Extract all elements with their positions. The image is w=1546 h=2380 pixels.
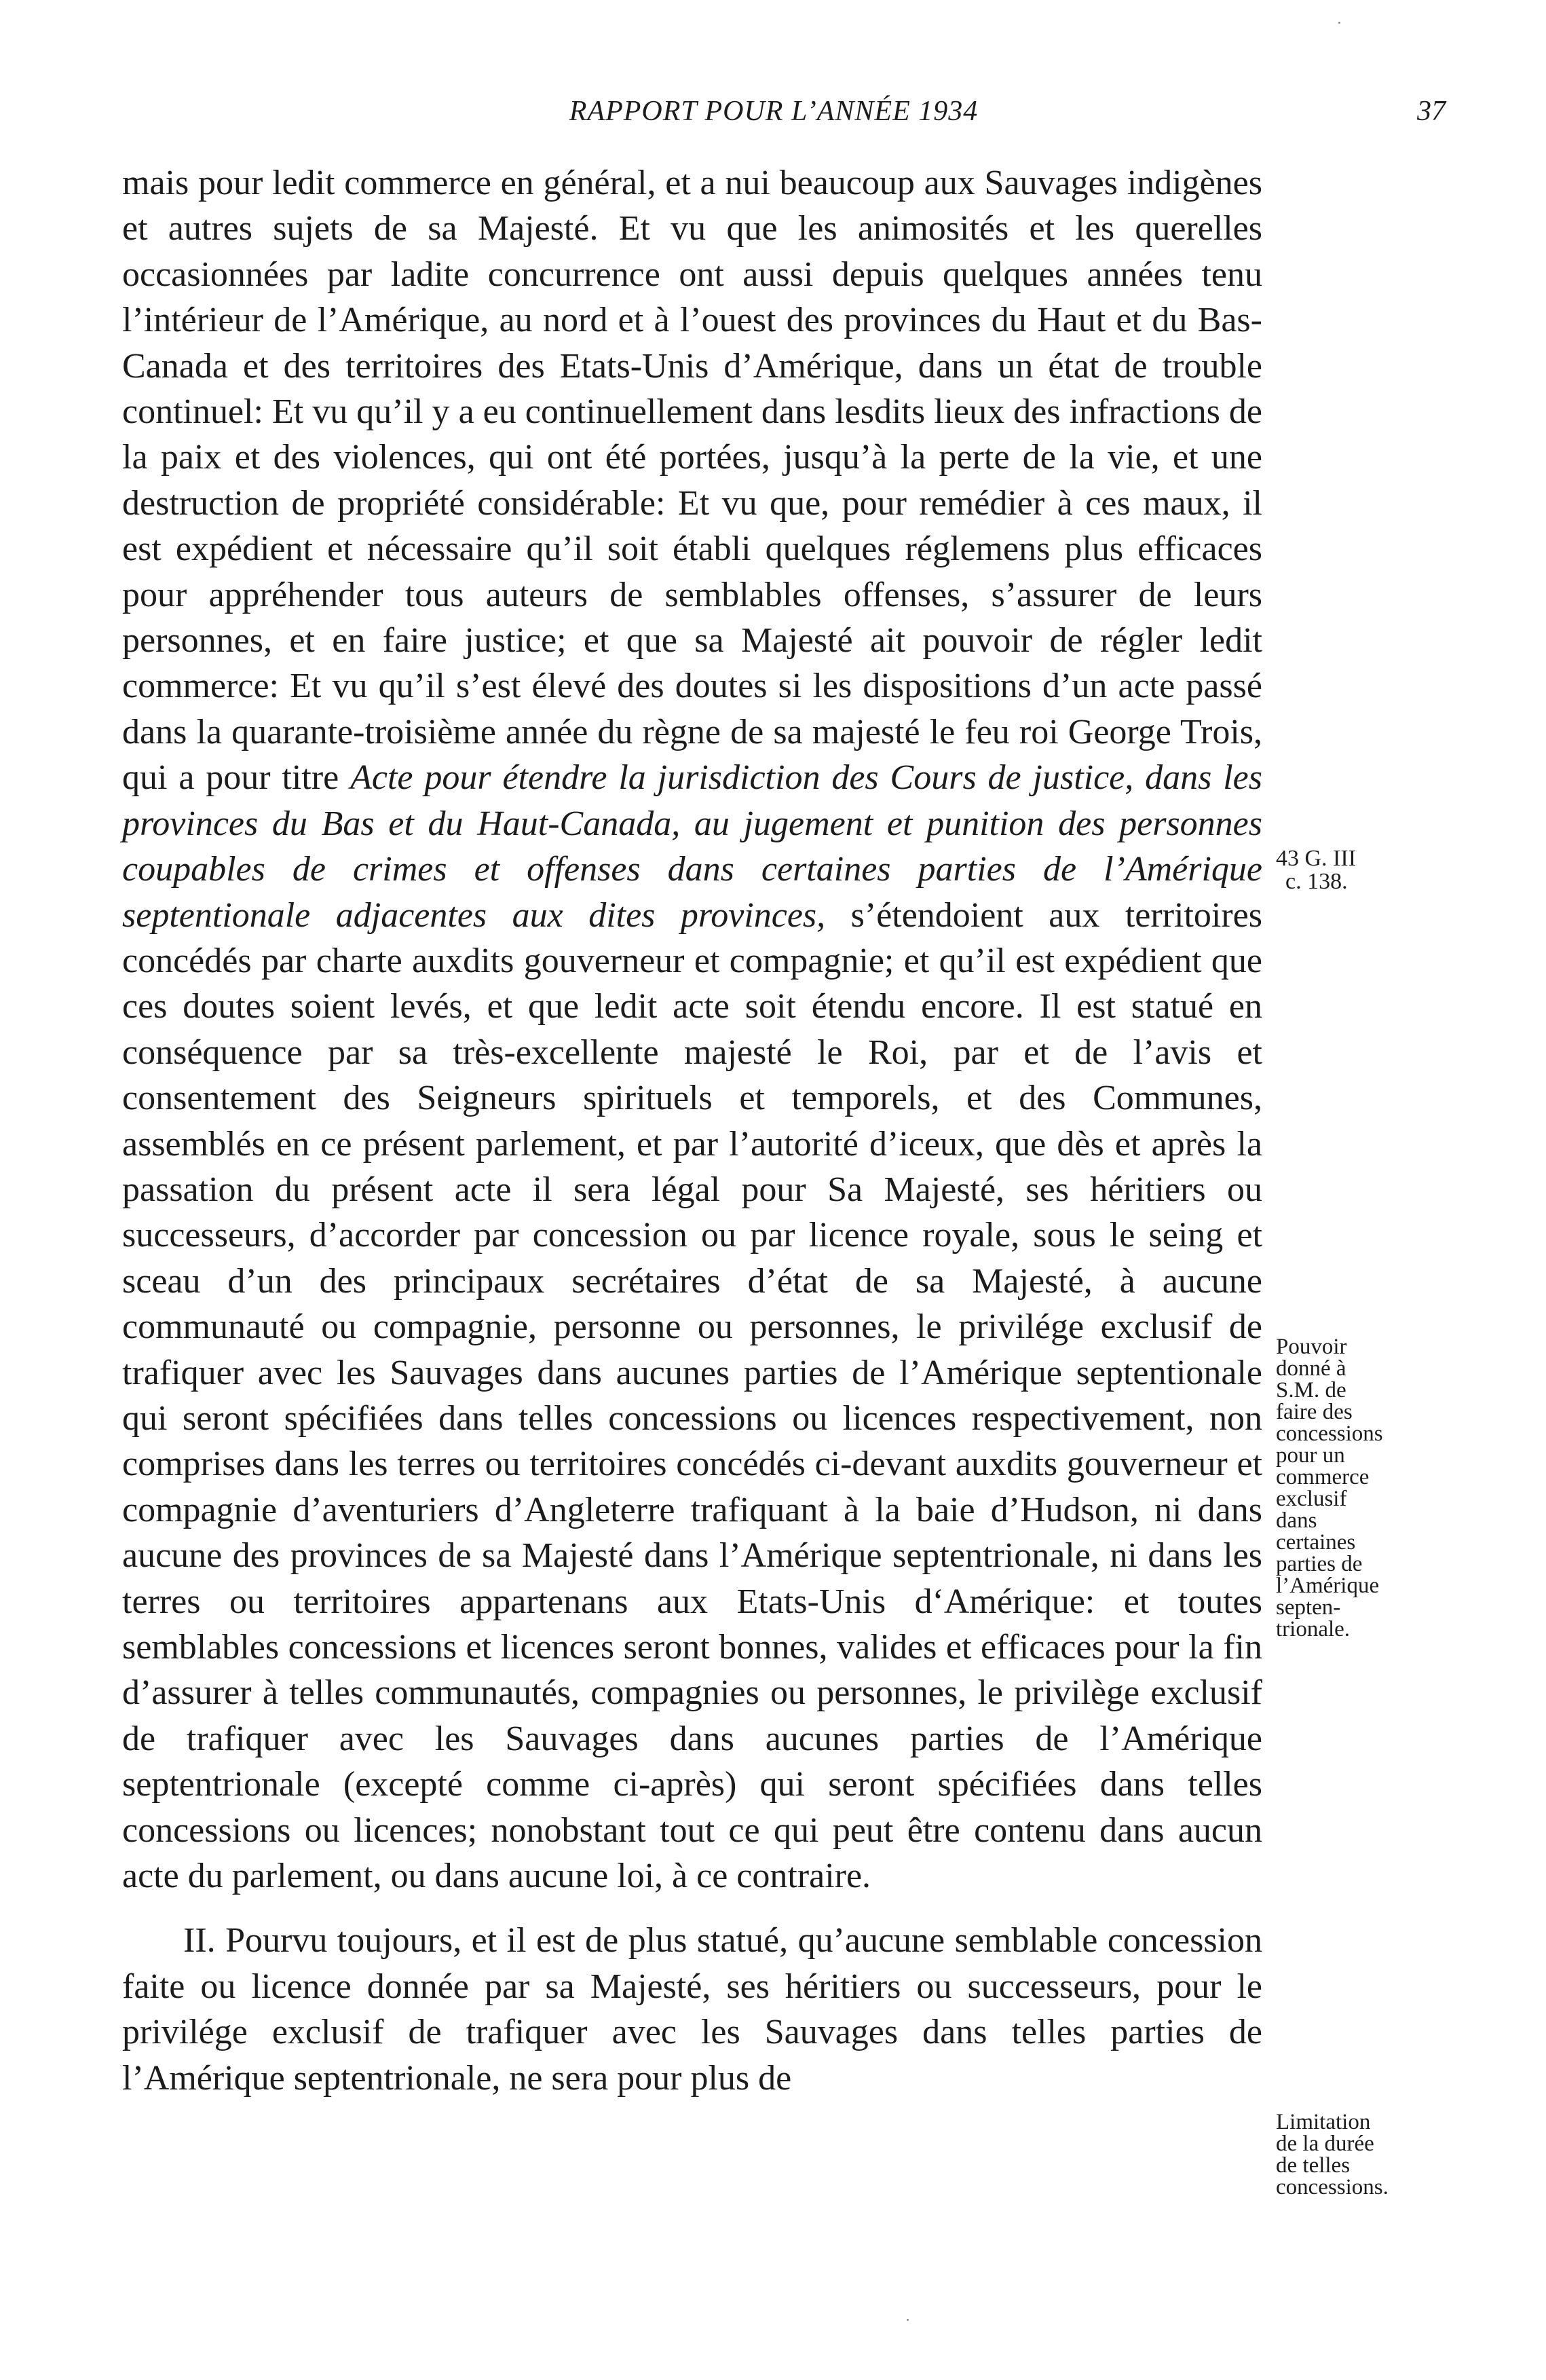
margin-note-pouvoir (1276, 1336, 1446, 1640)
margin-note-line: faire des (1276, 1400, 1353, 1424)
body-text (122, 160, 1262, 2101)
scan-speck (1338, 22, 1340, 24)
margin-note-line: concessions (1276, 1421, 1383, 1446)
margin-note-line: c. 138. (1285, 869, 1348, 894)
section-ii-paragraph: II. Pourvu toujours, et il est de plus statué, qu’aucune semblable concession faite ou licence donnée par sa Majesté, ses héritiers ou successeurs, pour le privilége exclusif de trafiquer avec les Sauvages dans telles parties de l’Amérique septentrionale, ne sera pour plus de (122, 1921, 1262, 2098)
margin-note-line: commerce (1276, 1465, 1370, 1489)
margin-note-line: 43 G. III (1276, 846, 1357, 871)
margin-note-limitation (1276, 2111, 1446, 2198)
margin-note-line: donné à (1276, 1356, 1346, 1381)
margin-note-line: Limitation (1276, 2110, 1371, 2134)
running-head: RAPPORT POUR L’ANNÉE 1934 (569, 96, 979, 127)
margin-note-line: dans (1276, 1508, 1317, 1533)
paragraph-1-text-a: mais pour ledit commerce en général, et a nui beaucoup aux Sauvages indigènes et autres sujets de sa Majesté. Et vu que les animosités et les querelles occasionnées par ladite concurrence ont aussi depuis quelques années tenu l’intérieur de l’Amérique, au nord et à l’ouest des provinces du Haut et du Bas-Canada et des territoires des Etats-Unis d’Amérique, dans un état de trouble continuel: Et vu qu’il y a eu continuellement dans lesdits lieux des infractions de la paix et des violences, qui ont été portées, jusqu’à la perte de la vie, et une destruction de propriété considérable: Et vu que, pour remédier à ces maux, il est expédient et nécessaire qu’il soit établi quelques réglemens plus efficaces pour appréhender tous auteurs de semblables offenses, s’assurer de leurs personnes, et en faire justice; et que sa Majesté ait pouvoir de régler ledit commerce: Et vu qu’il s’est élevé des doutes si les dispositions d’un acte passé dans la quarante-troisième année du règne de sa majesté le feu roi George Trois, qui a pour titre (122, 164, 1262, 798)
margin-note-line: concessions. (1276, 2175, 1389, 2199)
margin-note-line: de la durée (1276, 2132, 1374, 2156)
margin-note-line: Pouvoir (1276, 1335, 1347, 1359)
margin-note-line: pour un (1276, 1443, 1345, 1468)
margin-note-statute-ref (1276, 847, 1446, 893)
scan-speck (907, 2319, 909, 2321)
paragraph-1 (122, 160, 1262, 1899)
margin-note-line: l’Amérique (1276, 1574, 1380, 1598)
act-title: Acte pour étendre la jurisdiction des Cours de justice, dans les provinces du Bas et du Haut-Canada, au jugement et punition des personnes coupables de crimes et offenses dans certaines parties de l’Amérique septentionale adjacentes aux dites provinces, (122, 758, 1262, 935)
margin-note-line: S.M. de (1276, 1378, 1346, 1402)
margin-note-line: certaines (1276, 1530, 1356, 1555)
paragraph-1-text-b: s’étendoient aux territoires concédés par charte auxdits gouverneur et compagnie; et qu’il est expédient que ces doutes soient levés, et que ledit acte soit étendu encore. Il est statué en conséquence par sa très-excellente majesté le Roi, par et de l’avis et consentement des Seigneurs spirituels et temporels, et des Communes, assemblés en ce présent parlement, et par l’autorité d’iceux, que dès et après la passation du présent acte il sera légal pour Sa Majesté, ses héritiers ou successeurs, d’accorder par concession ou par licence royale, sous le seing et sceau d’un des principaux secrétaires d’état de sa Majesté, à aucune communauté ou compagnie, personne ou personnes, le privilége exclusif de trafiquer avec les Sauvages dans aucunes parties de l’Amérique septentionale qui seront spécifiées dans telles concessions ou licences respectivement, non comprises dans les terres ou territoires concédés ci-devant auxdits gouverneur et compagnie d’aventuriers d’Angleterre trafiquant à la baie d’Hudson, ni dans aucune des provinces de sa Majesté dans l’Amérique septentrionale, ni dans les terres ou territoires appartenans aux Etats-Unis d‘Amérique: et toutes semblables concessions et licences seront bonnes, valides et efficaces pour la fin d’assurer à telles communautés, compagnies ou personnes, le privilège exclusif de trafiquer avec les Sauvages dans aucunes parties de l’Amérique septentrionale (excepté comme ci-après) qui seront spécifiées dans telles concessions ou licences; nonobstant tout ce qui peut être contenu dans aucun acte du parlement, ou dans aucune loi, à ce contraire. (122, 895, 1262, 1896)
margin-note-line: de telles (1276, 2153, 1351, 2178)
margin-note-line: exclusif (1276, 1487, 1347, 1511)
margin-note-line: parties de (1276, 1552, 1363, 1576)
margin-note-line: septen- (1276, 1595, 1341, 1620)
page-number: 37 (1417, 96, 1446, 127)
margin-note-line: trionale. (1276, 1617, 1351, 1641)
